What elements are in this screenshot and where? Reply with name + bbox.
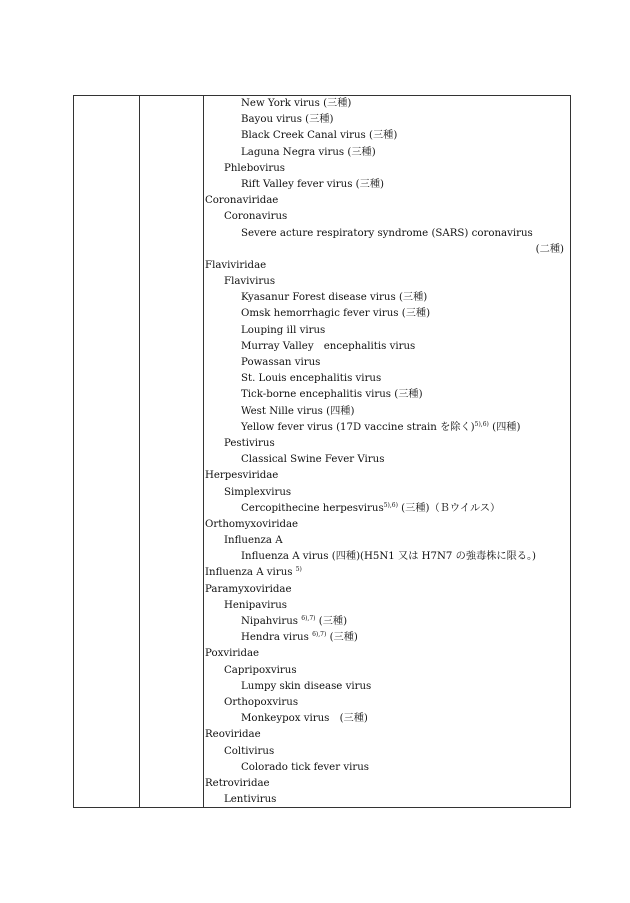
entry-suffix: (三種)	[326, 632, 358, 644]
footnote-ref: 5),6)	[474, 420, 489, 428]
entry-text: Coronavirus	[224, 211, 288, 223]
entry-text: Influenza A virus	[205, 567, 296, 579]
entry-text: Laguna Negra virus (三種)	[241, 146, 376, 158]
entry-text: Colorado tick fever virus	[241, 761, 369, 773]
entry-text: Retroviridae	[205, 777, 270, 789]
entry-text: Black Creek Canal virus (三種)	[241, 130, 398, 142]
entry-text: Phlebovirus	[224, 162, 286, 174]
virus-name	[205, 387, 570, 403]
entry-text: Lumpy skin disease virus	[241, 680, 372, 692]
entry-text: Herpesviridae	[205, 470, 279, 482]
virus-name	[205, 630, 570, 646]
family-name	[205, 517, 570, 533]
entry-text: Nipahvirus	[241, 616, 302, 627]
genus-name	[205, 598, 570, 614]
virus-name	[205, 128, 570, 144]
entry-text: Murray Valley encephalitis virus	[241, 340, 416, 352]
virus-name	[205, 452, 570, 468]
entry-text: Lentivirus	[224, 794, 277, 806]
entry-text: Bayou virus (三種)	[241, 114, 334, 126]
virus-name	[205, 145, 570, 161]
entry-text: St. Louis encephalitis virus	[241, 373, 382, 385]
genus-name	[205, 533, 570, 549]
entry-text: Poxviridae	[205, 648, 260, 660]
virus-name	[205, 404, 570, 420]
virus-name	[205, 371, 570, 387]
virus-name	[205, 355, 570, 371]
entry-text: Severe acture respiratory syndrome (SARS) coronavirus	[241, 227, 533, 239]
family-name	[205, 646, 570, 662]
genus-name	[205, 663, 570, 679]
virus-name	[205, 614, 570, 630]
entry-text: Orthopoxvirus	[224, 696, 299, 708]
entry-text: Kyasanur Forest disease virus (三種)	[241, 292, 428, 304]
virus-name	[205, 226, 570, 242]
entry-text: Rift Valley fever virus (三種)	[241, 178, 384, 190]
family-name	[205, 582, 570, 598]
entry-text: Influenza A	[224, 535, 283, 547]
virus-name	[205, 549, 570, 565]
genus-name	[205, 792, 570, 808]
family-name	[205, 258, 570, 274]
virus-name	[205, 290, 570, 306]
virus-list	[205, 96, 570, 808]
footnote-ref: 5),6)	[383, 501, 398, 509]
column-divider-2	[203, 96, 204, 807]
entry-text: Cercopithecine herpesvirus	[241, 502, 384, 514]
virus-name	[205, 323, 570, 339]
entry-text: Monkeypox virus (三種)	[241, 713, 368, 725]
family-name	[205, 193, 570, 209]
entry-text: Coltivirus	[224, 745, 275, 757]
entry-text: Orthomyxoviridae	[205, 518, 299, 530]
genus-name	[205, 436, 570, 452]
family-name	[205, 565, 570, 581]
entry-text: Simplexvirus	[224, 486, 292, 498]
virus-name	[205, 501, 570, 517]
entry-text: Coronaviridae	[205, 195, 279, 207]
virus-name	[205, 760, 570, 776]
virus-name	[205, 96, 570, 112]
entry-text: Influenza A virus (四種)(H5N1 又は H7N7 の強毒株に限る。)	[241, 551, 537, 563]
genus-name	[205, 695, 570, 711]
entry-text: Classical Swine Fever Virus	[241, 454, 385, 466]
entry-text: Louping ill virus	[241, 324, 326, 336]
entry-suffix: (三種)	[315, 616, 348, 627]
footnote-ref: 6),7)	[301, 615, 316, 622]
entry-text: Capripoxvirus	[224, 664, 297, 676]
entry-text: Flavivirus	[224, 276, 276, 288]
virus-name	[205, 339, 570, 355]
entry-text: West Nille virus (四種)	[241, 405, 355, 417]
virus-name	[205, 177, 570, 193]
family-name	[205, 468, 570, 484]
entry-text: Flaviviridae	[205, 259, 267, 271]
virus-name	[205, 420, 570, 436]
family-name	[205, 727, 570, 743]
entry-suffix: (四種)	[488, 421, 521, 433]
entry-suffix: (三種)（Ｂウイルス）	[397, 502, 501, 514]
entry-text: Omsk hemorrhagic fever virus (三種)	[241, 308, 431, 320]
virus-name	[205, 306, 570, 322]
entry-text: Powassan virus	[241, 357, 321, 368]
category-note	[205, 242, 570, 258]
virus-name	[205, 112, 570, 128]
entry-text: Hendra virus	[241, 632, 313, 644]
entry-text: New York virus (三種)	[241, 98, 352, 109]
genus-name	[205, 485, 570, 501]
genus-name	[205, 744, 570, 760]
entry-text: Pestivirus	[224, 437, 275, 449]
virus-name	[205, 711, 570, 727]
entry-text: Henipavirus	[224, 599, 288, 611]
entry-text: Tick-borne encephalitis virus (三種)	[241, 389, 423, 401]
genus-name	[205, 161, 570, 177]
virus-name	[205, 679, 570, 695]
footnote-ref: 5)	[295, 566, 302, 574]
genus-name	[205, 274, 570, 290]
entry-text: Paramyxoviridae	[205, 583, 292, 595]
column-divider-1	[139, 96, 140, 807]
genus-name	[205, 209, 570, 225]
entry-text: Reoviridae	[205, 729, 261, 741]
footnote-ref: 6),7)	[312, 631, 327, 639]
entry-text: (二種)	[535, 243, 564, 255]
family-name	[205, 776, 570, 792]
entry-text: Yellow fever virus (17D vaccine strain を除く)	[241, 421, 475, 433]
